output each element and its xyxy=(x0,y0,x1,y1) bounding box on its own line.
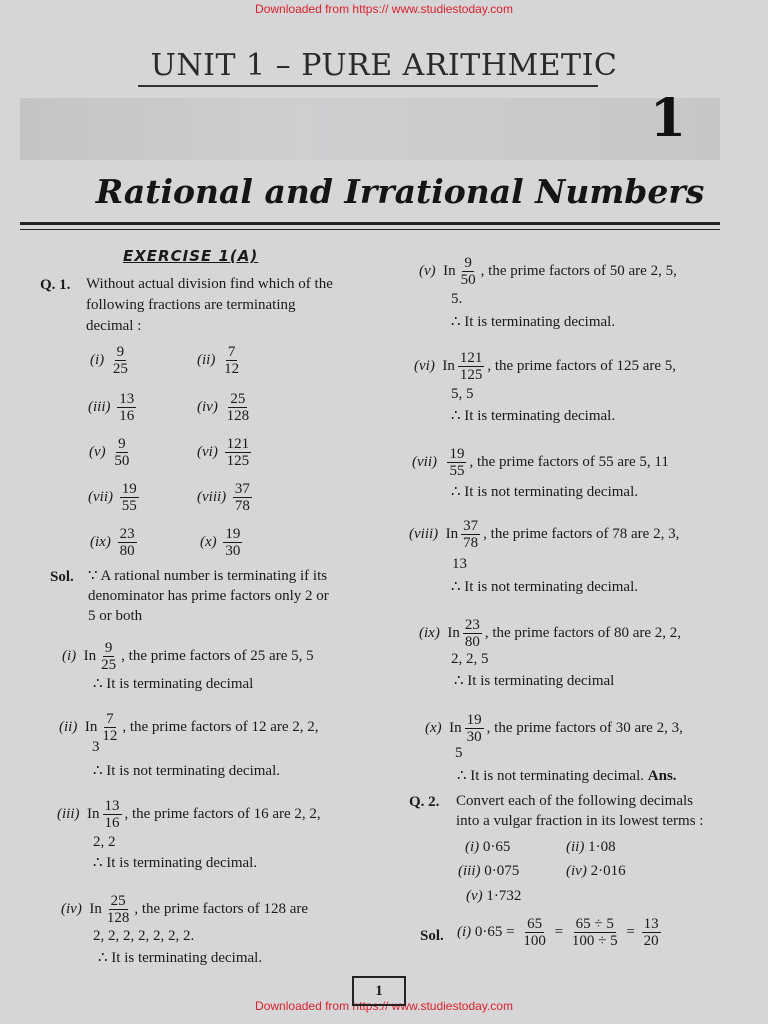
q1-item: (viii) $\frac{37}{78}$ xyxy=(197,481,250,514)
q1-item: (x) $\frac{19}{30}$ xyxy=(200,526,241,559)
q2-text-line: Convert each of the following decimals xyxy=(456,793,694,809)
chapter-title: Rational and Irrational Numbers xyxy=(95,172,705,211)
unit-title-underline xyxy=(138,85,598,87)
sol2-equation: (i) 0·65 = $\frac{65}{100}$ = $\frac{65 \div 5}{100 \div 5}$ = $\frac{13}{20}$ xyxy=(457,916,659,949)
solution-result: ∴ It is terminating decimal xyxy=(93,676,254,692)
solution-result: ∴ It is terminating decimal xyxy=(454,673,615,689)
q1-label: Q. 1. xyxy=(40,277,71,293)
sol-label: Sol. xyxy=(50,569,74,585)
q1-item: (ii) $\frac{7}{12}$ xyxy=(197,344,240,377)
solution-item: (vi) In $\frac{121}{125}$ , the prime factors of 125 are 5, xyxy=(414,350,677,383)
solution-result: ∴ It is terminating decimal. xyxy=(98,950,263,966)
q1-item: (iii) $\frac{13}{16}$ xyxy=(88,391,135,424)
solution-continuation: 5 xyxy=(455,745,463,761)
chapter-number: 1 xyxy=(649,88,686,149)
solution-continuation: 13 xyxy=(452,556,467,572)
solution-result: ∴ It is not terminating decimal. xyxy=(451,579,639,595)
q2-item: (iv) 2·016 xyxy=(566,863,626,879)
solution-result: ∴ It is terminating decimal. xyxy=(451,314,616,330)
q1-text-line: decimal : xyxy=(86,318,142,334)
watermark-top[interactable]: Downloaded from https:// www.studiestoday.com xyxy=(255,2,513,16)
page-number: 1 xyxy=(352,976,406,1006)
sol-intro-line: ∵ A rational number is terminating if its xyxy=(88,568,328,584)
q1-item: (v) $\frac{9}{50}$ xyxy=(89,436,130,469)
q2-label: Q. 2. xyxy=(409,794,440,810)
solution-item: (iv) In $\frac{25}{128}$ , the prime factors of 128 are xyxy=(61,893,309,926)
solution-item: (iii) In $\frac{13}{16}$ , the prime factors of 16 are 2, 2, xyxy=(57,798,321,831)
header-rule-thick xyxy=(20,222,720,225)
solution-continuation: 2, 2, 2, 2, 2, 2, 2. xyxy=(93,928,195,944)
solution-item: (ii) In $\frac{7}{12}$ , the prime factors of 12 are 2, 2, xyxy=(59,711,319,744)
q1-item: (i) $\frac{9}{25}$ xyxy=(90,344,128,377)
q2-item: (v) 1·732 xyxy=(466,888,522,904)
solution-result: ∴ It is not terminating decimal. xyxy=(451,484,639,500)
q2-text-line: into a vulgar fraction in its lowest terms : xyxy=(456,813,704,829)
unit-title: UNIT 1 – PURE ARITHMETIC xyxy=(150,48,618,83)
exercise-title: EXERCISE 1(A) xyxy=(123,247,259,265)
solution-item: (v) In $\frac{9}{50}$ , the prime factors of 50 are 2, 5, xyxy=(419,255,677,288)
answer-marker: Ans. xyxy=(647,768,677,784)
solution-continuation: 2, 2 xyxy=(93,834,116,850)
q1-item: (vi) $\frac{121}{125}$ xyxy=(197,436,250,469)
solution-result: ∴ It is terminating decimal. xyxy=(451,408,616,424)
solution-continuation: 3 xyxy=(92,739,100,755)
solution-result: ∴ It is not terminating decimal. Ans. xyxy=(457,768,677,784)
q1-text-line: following fractions are terminating xyxy=(86,297,296,313)
solution-item: (x) In $\frac{19}{30}$ , the prime factors of 30 are 2, 3, xyxy=(425,712,683,745)
solution-result: ∴ It is not terminating decimal. xyxy=(93,763,281,779)
sol-intro-line: denominator has prime factors only 2 or xyxy=(88,588,329,604)
watermark-bottom[interactable]: Downloaded from https:// www.studiestoday.com xyxy=(255,999,513,1013)
solution-item: (viii) In $\frac{37}{78}$ , the prime factors of 78 are 2, 3, xyxy=(409,518,680,551)
q2-item: (i) 0·65 xyxy=(465,839,511,855)
header-rule-thin xyxy=(20,229,720,230)
solution-continuation: 2, 2, 5 xyxy=(451,651,489,667)
sol-intro-line: 5 or both xyxy=(88,608,143,624)
q1-text-line: Without actual division find which of the xyxy=(86,276,333,292)
q1-item: (iv) $\frac{25}{128}$ xyxy=(197,391,250,424)
solution-item: (ix) In $\frac{23}{80}$ , the prime factors of 80 are 2, 2, xyxy=(419,617,682,650)
q2-item: (iii) 0·075 xyxy=(458,863,520,879)
solution-result: ∴ It is terminating decimal. xyxy=(93,855,258,871)
sol2-label: Sol. xyxy=(420,928,444,944)
solution-continuation: 5. xyxy=(451,291,463,307)
solution-item: (i) In $\frac{9}{25}$ , the prime factors of 25 are 5, 5 xyxy=(62,640,314,673)
q2-item: (ii) 1·08 xyxy=(566,839,616,855)
solution-continuation: 5, 5 xyxy=(451,386,474,402)
chapter-band xyxy=(20,98,720,160)
solution-item: (vii) $\frac{19}{55}$ , the prime factors of 55 are 5, 11 xyxy=(412,446,669,479)
q1-item: (ix) $\frac{23}{80}$ xyxy=(90,526,135,559)
q1-item: (vii) $\frac{19}{55}$ xyxy=(88,481,137,514)
